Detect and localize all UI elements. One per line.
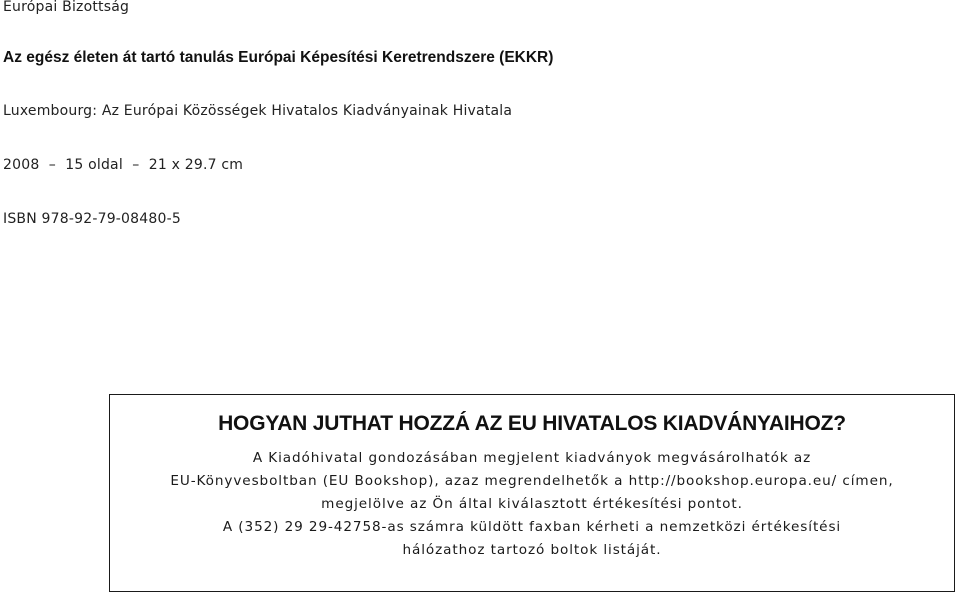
isbn-number: ISBN 978-92-79-08480-5	[3, 211, 181, 227]
page-count: 15 oldal	[65, 157, 123, 173]
ordering-info-line: megjelölve az Ön által kiválasztott értékesítési pontot.	[321, 496, 743, 512]
page-format: 21 x 29.7 cm	[148, 157, 244, 173]
ordering-info-line: hálózathoz tartozó boltok listáját.	[402, 542, 662, 558]
ordering-info-line: A (352) 29 29-42758-as számra küldött faxban kérheti a nemzetközi értékesítési	[222, 519, 842, 535]
ordering-info-line: EU-Könyvesboltban (EU Bookshop), azaz megrendelhetők a http://bookshop.europa.eu/ címen,	[170, 473, 894, 489]
document-title: Az egész életen át tartó tanulás Európai Képesítési Keretrendszere (EKKR)	[3, 49, 554, 66]
ordering-info-line: A Kiadóhivatal gondozásában megjelent kiadványok megvásárolhatók az	[252, 450, 812, 466]
ordering-info-box	[109, 394, 955, 592]
publication-specs	[3, 157, 243, 173]
specs-separator: –	[122, 157, 149, 173]
publication-year: 2008	[3, 157, 40, 173]
publisher-name: Európai Bizottság	[3, 0, 130, 15]
ordering-info-heading: HOGYAN JUTHAT HOZZÁ AZ EU HIVATALOS KIADVÁNYAIHOZ?	[218, 412, 846, 435]
ordering-info-text	[110, 447, 954, 562]
specs-separator: –	[39, 157, 66, 173]
publication-place: Luxembourg: Az Európai Közösségek Hivatalos Kiadványainak Hivatala	[3, 103, 513, 119]
